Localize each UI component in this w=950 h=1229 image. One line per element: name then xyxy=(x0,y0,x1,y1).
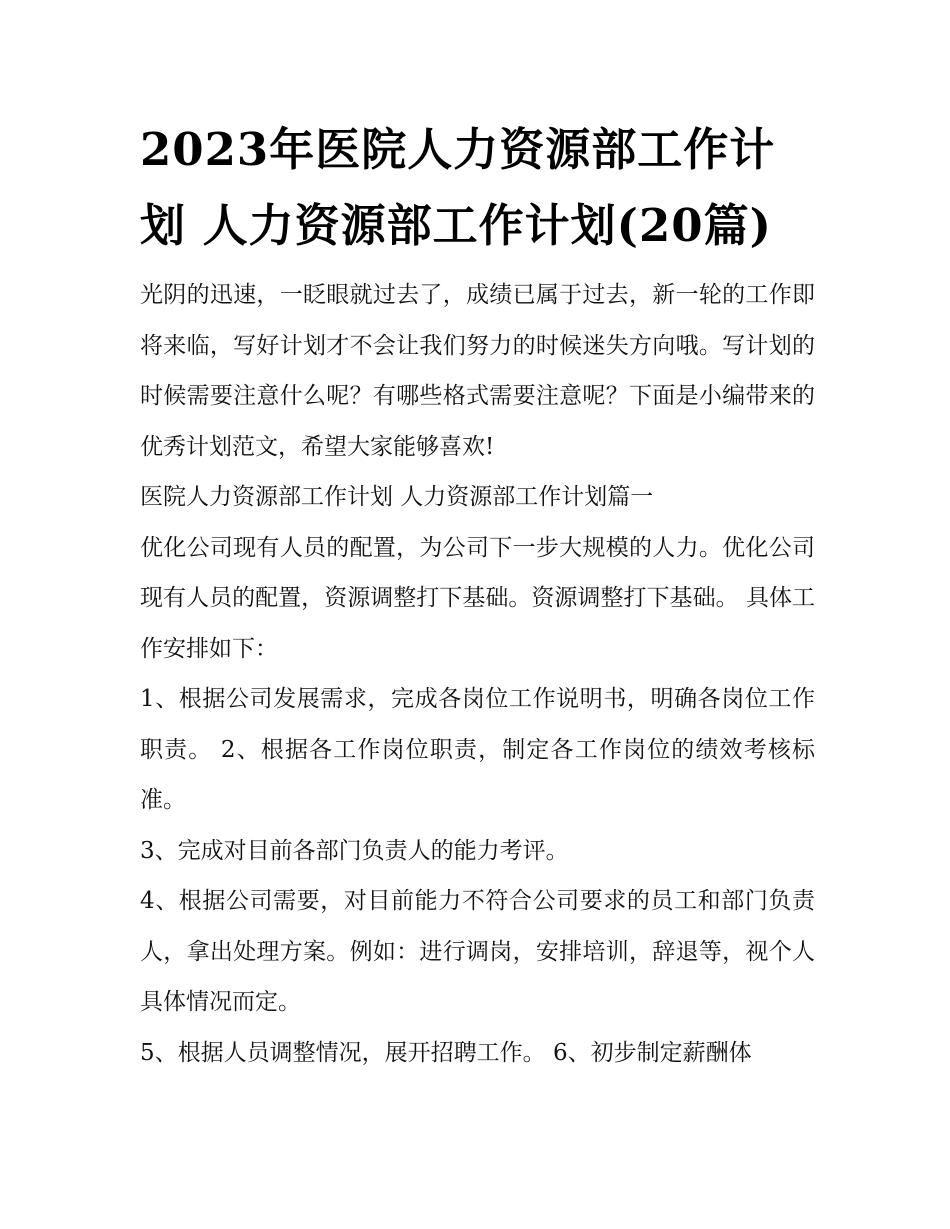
document-title: 2023年医院人力资源部工作计划 人力资源部工作计划(20篇) xyxy=(140,123,776,252)
list-item: 3、完成对目前各部门负责人的能力考评。 xyxy=(140,837,569,864)
list-item: 5、根据人员调整情况，展开招聘工作。 6、初步制定薪酬体 xyxy=(140,1039,752,1066)
list-item: 4、根据公司需要，对目前能力不符合公司要求的员工和部门负责人，拿出处理方案。例如：进行调岗，安排培训，辞退等，视个人具体情况而定。 xyxy=(140,888,815,1015)
body-paragraph: 优化公司现有人员的配置，为公司下一步大规模的人力。优化公司现有人员的配置，资源调整打下基础。资源调整打下基础。 具体工作安排如下： xyxy=(140,534,815,662)
section-heading: 医院人力资源部工作计划 人力资源部工作计划篇一 xyxy=(140,484,654,510)
list-item: 1、根据公司发展需求，完成各岗位工作说明书，明确各岗位工作职责。 2、根据各工作岗位职责，制定各工作岗位的绩效考核标准。 xyxy=(140,686,815,813)
document-body xyxy=(140,112,815,1078)
intro-paragraph: 光阴的迅速，一眨眼就过去了，成绩已属于过去，新一轮的工作即将来临，写好计划才不会让我们努力的时候迷失方向哦。写计划的时候需要注意什么呢？有哪些格式需要注意呢？下面是小编带来的优秀计划范文，希望大家能够喜欢! xyxy=(140,282,815,460)
